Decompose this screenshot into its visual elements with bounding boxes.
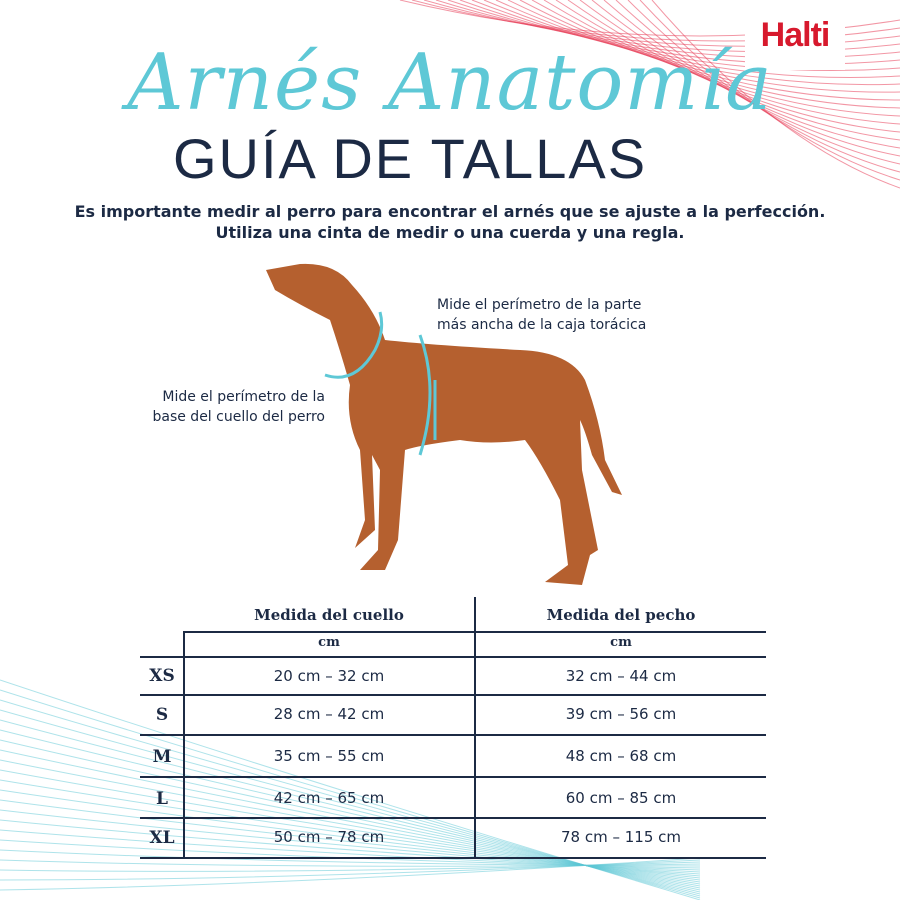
neck-annotation-line-2: base del cuello del perro: [152, 409, 325, 425]
row-line: [140, 694, 766, 696]
row-line: [140, 857, 766, 859]
row-line: [140, 656, 766, 658]
row-line: [140, 734, 766, 736]
size-label: XL: [149, 828, 175, 848]
size-label: L: [156, 789, 168, 809]
intro-line-1: Es importante medir al perro para encontrar el arnés que se ajuste a la perfección.: [74, 202, 826, 221]
chest-range: 39 cm – 56 cm: [565, 705, 677, 723]
chest-annotation: [437, 295, 646, 335]
intro-line-2: Utiliza una cinta de medir o una cuerda y una regla.: [215, 223, 685, 242]
unit-chest: cm: [610, 635, 632, 650]
row-line: [140, 817, 766, 819]
chest-range: 60 cm – 85 cm: [565, 789, 677, 807]
chest-range: 32 cm – 44 cm: [565, 667, 677, 685]
row-line: [183, 631, 766, 633]
header-neck: Medida del cuello: [254, 606, 404, 624]
neck-annotation-line-1: Mide el perímetro de la: [162, 389, 325, 405]
halti-logo: Halti: [745, 0, 845, 70]
unit-neck: cm: [318, 635, 340, 650]
header-chest: Medida del pecho: [546, 606, 696, 624]
row-line: [140, 776, 766, 778]
script-title: Arnés Anatomía: [127, 38, 773, 128]
size-label: S: [155, 705, 169, 725]
chest-range: 78 cm – 115 cm: [560, 828, 681, 846]
chest-annotation-line-1: Mide el perímetro de la parte: [437, 297, 642, 313]
size-label: M: [152, 747, 172, 767]
neck-range: 20 cm – 32 cm: [273, 667, 385, 685]
size-label: XS: [149, 666, 175, 686]
neck-range: 28 cm – 42 cm: [273, 705, 385, 723]
chest-range: 48 cm – 68 cm: [565, 747, 677, 765]
chest-annotation-line-2: más ancha de la caja torácica: [437, 317, 647, 333]
neck-range: 42 cm – 65 cm: [273, 789, 385, 807]
neck-range: 50 cm – 78 cm: [273, 828, 385, 846]
neck-annotation: [125, 387, 325, 427]
neck-range: 35 cm – 55 cm: [273, 747, 385, 765]
page-title: GUÍA DE TALLAS: [172, 127, 648, 190]
size-table: [140, 597, 770, 862]
